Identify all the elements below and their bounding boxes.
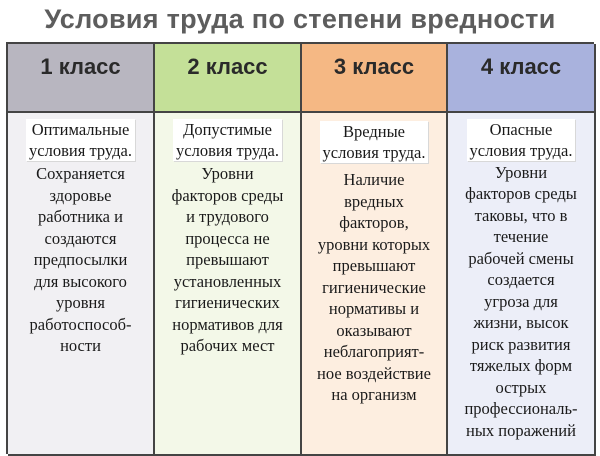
class-4-term: Опасные условия труда. — [467, 119, 576, 161]
class-2-body — [155, 113, 302, 456]
class-2-description: Уровни факторов среды и трудового процесса не превышают установленных гигиенических нормативов для рабочих мест — [171, 164, 284, 355]
class-1-term: Оптимальные условия труда. — [26, 119, 135, 161]
class-3-header: 3 класс — [302, 44, 448, 113]
class-3-description: Наличие вредных факторов, уровни которых превышают гигиенические нормативы и оказывают неблагоприят- ное воздействие на организм — [317, 170, 431, 404]
page-title: Условия труда по степени вредности — [44, 4, 556, 34]
class-1-body — [8, 113, 155, 456]
class-1-description: Сохраняется здоровье работника и создаются предпосылки для высокого уровня работоспособ- ности — [29, 164, 132, 355]
class-2-header: 2 класс — [155, 44, 302, 113]
class-4-header: 4 класс — [448, 44, 596, 113]
class-4-description: Уровни факторов среды таковы, что в течение рабочей смены создается угроза для жизни, высок риск развития тяжелых форм острых профессиональ- ных поражений — [464, 162, 578, 440]
class-3-body — [302, 113, 448, 456]
class-1-header: 1 класс — [8, 44, 155, 113]
class-4-body — [448, 113, 596, 456]
class-2-term: Допустимые условия труда. — [173, 119, 282, 161]
hazard-classes-table — [6, 42, 594, 454]
class-3-term: Вредные условия труда. — [320, 121, 429, 163]
